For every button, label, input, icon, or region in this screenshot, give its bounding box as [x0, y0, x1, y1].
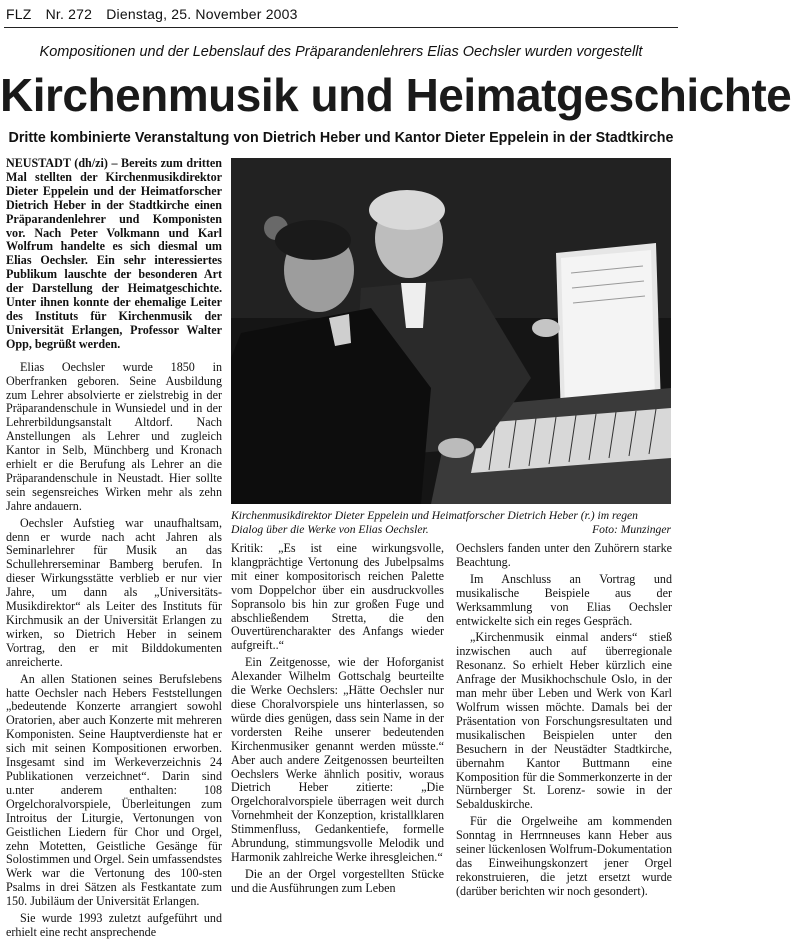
- article-subheadline: Dritte kombinierte Veranstaltung von Dietrich Heber und Kantor Dieter Eppelein in der Stadtkirche: [8, 130, 674, 146]
- column-1: [6, 156, 222, 939]
- paragraph: Kritik: „Es ist eine wirkungsvolle, klangprächtige Vertonung des Jubelpsalms mit einer kompositorisch reichen Palette vom Doppelchor über ein ausdruckvolles Sopransolo bis hin zur großen Fuge und abschließendem Stretta, die den Ouvertürencharakter des Anfangs wieder aufgreift..“: [231, 541, 444, 653]
- paragraph: Oechsler Aufstieg war unaufhaltsam, denn er wurde nach acht Jahren als Seminarlehrer für Musik an das Schullehrerseminar Bamberg berufen. In dieser Wirkungsstätte verblieb er nur vier Jahre, um dann als „Universitäts-Musikdirektor“ als Leiter des Instituts für Kirchmusik an der Universität Erlangen zu wirken, so Dietrich Heber in seinem Vortrag, den er mit Bilddokumenten anreicherte.: [6, 515, 222, 669]
- paper-name: FLZ: [6, 6, 32, 22]
- photo-credit: Foto: Munzinger: [592, 522, 671, 536]
- article-photo: [231, 158, 671, 504]
- photo-caption: [231, 509, 671, 536]
- masthead: [6, 6, 308, 22]
- paragraph: Die an der Orgel vorgestellten Stücke und die Ausführungen zum Leben: [231, 866, 444, 895]
- masthead-rule: [4, 27, 678, 28]
- paragraph: Ein Zeitgenosse, wie der Hoforganist Alexander Wilhelm Gottschalg beurteilte die Werke Oechslers: „Hätte Oechsler nur diese Choralvorspiele uns hinterlassen, so würde dies genügen, dass sein Name in der vordersten Reihe unserer bedeutenden Kirchenmusiker genannt werden müsste.“ Aber auch andere Zeitgenossen beurteilten Oechslers Werke ähnlich positiv, woraus Dietrich Heber zitierte: „Die Orgelchoralvorspiele überragen weit durch Vornehmheit der Konzeption, kristallklaren Stimmenfluss, Gedankentiefe, formelle Abrundung, stimmungsvolle Melodik und Harmonik zahlreiche Werke ihresgleichen.“: [231, 655, 444, 864]
- paragraph: Sie wurde 1993 zuletzt aufgeführt und erhielt eine recht ansprechende: [6, 911, 222, 939]
- paragraph: An allen Stationen seines Berufslebens hatte Oechsler nach Hebers Feststellungen „bedeutende Konzerte arrangiert sowohl Oratorien, aber auch Konzerte mit mehreren Komponisten. Seine Hauptverdienste hat er sich mit seinen Kompositionen erworben. Insgesamt sind im Werkeverzeichnis 24 Publikationen verzeichnet“. Darin sind u.nter anderem enthalten: 108 Orgelchoralvorspiele, Überleitungen zum Introitus der Liturgie, Vertonungen von Geistlichen Liedern für Chor und Orgel, zehn Motetten, Geistliche Gesänge für Solostimmen und Orgel. Sein umfassendstes Werk war die Vertonung des 100-sten Psalms in drei Sätzen als Festkantate zum 150. Jubiläum der Universität Erlangen.: [6, 671, 222, 909]
- paragraph: „Kirchenmusik einmal anders“ stieß inzwischen auch auf überregionale Resonanz. So erhielt Heber kürzlich eine Anfrage der Musikhochschule Oslo, in der man mehr über Leben und Werk von Karl Wolfrum wissen möchte. Damals bei der Präsentation von Forschungsresultaten und musikalischen Beispielen unter den Besuchern in der Neustädter Stadtkirche, übernahm Kantor Buttmann eine Komposition für die Sommerkonzerte in der Nürnberger St. Lorenz- sowie in der Sebalduskirche.: [456, 630, 672, 812]
- article-headline: Kirchenmusik und Heimatgeschichte: [0, 69, 791, 121]
- paragraph: Für die Orgelweihe am kommenden Sonntag in Herrnneuses kann Heber aus seiner lückenlosen Wolfrum-Dokumentation das Einweihungskonzert jener Orgel rekonstruieren, die jetzt ersetzt wurde (darüber berichten wir noch gesondert).: [456, 814, 672, 898]
- paragraph: Oechslers fanden unter den Zuhörern starke Beachtung.: [456, 541, 672, 569]
- column-2: [231, 541, 444, 895]
- article-kicker: Kompositionen und der Lebenslauf des Präparandenlehrers Elias Oechsler wurden vorgestellt: [39, 44, 643, 60]
- column-3: [456, 541, 672, 898]
- caption-text: Kirchenmusikdirektor Dieter Eppelein und Heimatforscher Dietrich Heber (r.) im regen Dialog über die Werke von Elias Oechsler.: [231, 509, 638, 536]
- issue-date: Dienstag, 25. November 2003: [106, 6, 298, 22]
- issue-number: Nr. 272: [45, 6, 93, 22]
- paragraph: Im Anschluss an Vortrag und musikalische Beispiele aus der Werksammlung von Elias Oechsler entwickelte sich ein reges Gespräch.: [456, 571, 672, 628]
- paragraph: Elias Oechsler wurde 1850 in Oberfranken geboren. Seine Ausbildung zum Lehrer absolvierte er zielstrebig in der Präparandenschule in Wunsiedel und in der Lehrerbildungsanstalt Altdorf. Nach Anstellungen als Lehrer und zugleich Kantor in Selb, Münchberg und Kronach erhielt er die Berufung als Lehrer an die Präparandenschule in Neustadt. Hier sollte sein segensreiches Wirken mehr als zehn Jahre andauern.: [6, 359, 222, 513]
- article-lead: NEUSTADT (dh/zi) – Bereits zum dritten Mal stellten der Kirchenmusikdirektor Dieter Eppelein und der Heimatforscher Dietrich Heber in der Stadtkirche einen Präparandenlehrer und Komponisten vor. Nach Peter Volkmann und Karl Wolfrum handelte es sich diesmal um Elias Oechsler. Ein sehr interessiertes Publikum lauschte der besonderen Art der Darstellung der Heimatgeschichte. Unter ihnen konnte der ehemalige Leiter des Instituts für Kirchenmusik der Universität Erlangen, Professor Walter Opp, begrüßt werden.: [6, 156, 222, 351]
- photo-illustration: [231, 158, 671, 504]
